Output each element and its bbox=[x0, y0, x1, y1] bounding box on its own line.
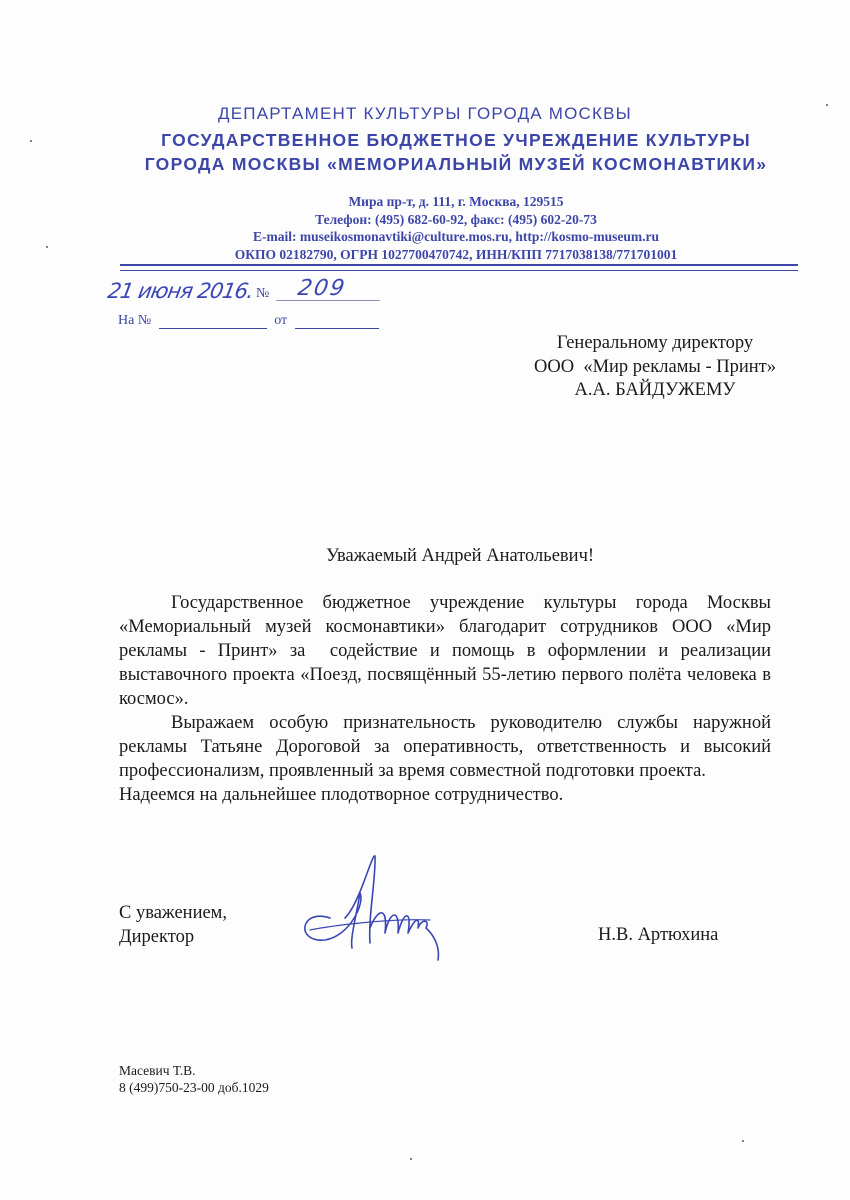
scan-speck bbox=[410, 1158, 412, 1160]
scan-speck bbox=[46, 246, 48, 248]
closing-block bbox=[119, 901, 227, 949]
letterhead-organization bbox=[0, 128, 850, 176]
signer-title: Директор bbox=[119, 927, 195, 947]
executor-phone: 8 (499)750-23-00 доб.1029 bbox=[119, 1080, 269, 1095]
scan-speck bbox=[30, 140, 32, 142]
addressee-name: А.А. БАЙДУЖЕМУ bbox=[574, 380, 736, 400]
organization-line-2: ГОРОДА МОСКВЫ «МЕМОРИАЛЬНЫЙ МУЗЕЙ КОСМОНАВТИКИ» bbox=[144, 154, 768, 174]
handwritten-date: 21 июня 2016. bbox=[105, 279, 256, 303]
reference-label: На № bbox=[118, 313, 152, 328]
letterhead-codes: ОКПО 02182790, ОГРН 1027700470742, ИНН/КПП 7717038138/771701001 bbox=[234, 246, 678, 262]
addressee-position: Генеральному директору bbox=[556, 333, 754, 353]
letterhead-department: ДЕПАРТАМЕНТ КУЛЬТУРЫ ГОРОДА МОСКВЫ bbox=[218, 104, 632, 123]
letterhead-address: Мира пр-т, д. 111, г. Москва, 129515 bbox=[348, 194, 564, 209]
organization-line-1: ГОСУДАРСТВЕННОЕ БЮДЖЕТНОЕ УЧРЕЖДЕНИЕ КУЛЬТУРЫ bbox=[161, 130, 751, 150]
closing-phrase: С уважением, bbox=[119, 903, 228, 923]
handwritten-number: 209 bbox=[295, 276, 349, 301]
reference-from-label: от bbox=[274, 313, 288, 328]
letterhead-phone: Телефон: (495) 682-60-92, факс: (495) 602-20-73 bbox=[315, 211, 597, 227]
body-paragraph-2: Выражаем особую признательность руководителю службы наружной рекламы Татьяне Дороговой за оперативность, ответственность и высокий профессионализм, проявленный за время совместной подготовки проекта. bbox=[119, 713, 771, 781]
number-label: № bbox=[256, 286, 270, 301]
letterhead-divider bbox=[120, 264, 798, 266]
letter-body bbox=[119, 591, 776, 807]
executor-name: Масевич Т.В. bbox=[119, 1063, 196, 1078]
reference-row bbox=[118, 313, 379, 329]
letterhead-divider-thin bbox=[120, 270, 798, 271]
letterhead-email: E-mail: museikosmonavtiki@culture.mos.ru, http://kosmo-museum.ru bbox=[252, 229, 660, 244]
reference-date-line bbox=[295, 314, 379, 329]
salutation: Уважаемый Андрей Анатольевич! bbox=[325, 546, 595, 566]
scan-speck bbox=[826, 104, 828, 106]
addressee-company: ООО «Мир рекламы - Принт» bbox=[534, 356, 776, 377]
executor-block bbox=[119, 1062, 269, 1096]
signer-name: Н.В. Артюхина bbox=[598, 925, 719, 945]
signature-icon bbox=[290, 848, 450, 968]
reference-number-line bbox=[159, 314, 267, 329]
letterhead-contacts bbox=[0, 193, 850, 263]
scan-speck bbox=[742, 1140, 744, 1142]
addressee-block bbox=[480, 332, 830, 403]
body-paragraph-1: Государственное бюджетное учреждение культуры города Москвы «Мемориальный музей космонавтики» благодарит сотрудников ООО «Мир рекламы - Принт» за содействие и помощь в оформлении и реализации выставочного проекта «Поезд, посвящённый 55-летию первого полёта человека в космос». bbox=[119, 593, 776, 709]
body-paragraph-3: Надеемся на дальнейшее плодотворное сотрудничество. bbox=[119, 785, 564, 805]
